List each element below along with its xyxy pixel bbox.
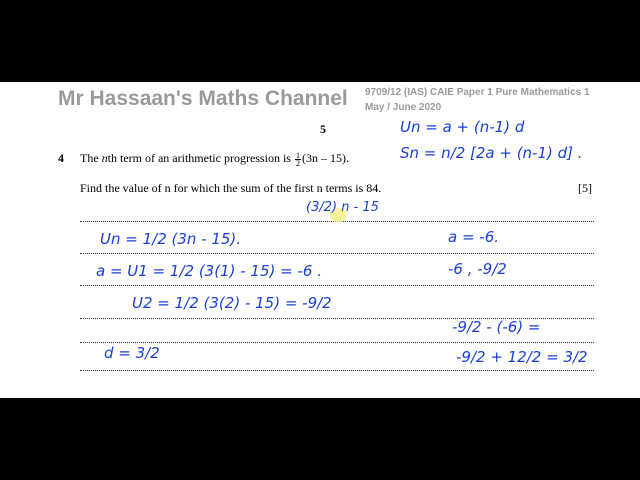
handwritten-a-calculation: a = U1 = 1/2 (3(1) - 15) = -6 . <box>96 262 322 280</box>
question-text <box>80 151 349 167</box>
worksheet-page <box>0 82 640 398</box>
question-text-start: The <box>80 151 99 165</box>
answer-line <box>80 285 594 286</box>
fraction-numerator: 1 <box>295 150 300 160</box>
question-italic-n: n <box>101 151 108 165</box>
question-number: 4 <box>58 151 64 165</box>
handwritten-difference-step2: -9/2 + 12/2 = 3/2 <box>456 348 588 366</box>
handwritten-partial-working: (3/2) n - 15 <box>306 200 379 215</box>
handwritten-sequence: -6 , -9/2 <box>448 260 507 278</box>
question-marks: [5] <box>578 181 592 195</box>
paper-reference-line1: 9709/12 (IAS) CAIE Paper 1 Pure Mathematics 1 <box>365 87 590 98</box>
handwritten-sn-formula: Sn = n/2 [2a + (n-1) d] . <box>400 144 583 162</box>
answer-line <box>80 342 594 343</box>
handwritten-un-expression: Un = 1/2 (3n - 15). <box>100 230 242 248</box>
handwritten-d-value: d = 3/2 <box>104 344 160 362</box>
paper-reference-line2: May / June 2020 <box>365 102 442 113</box>
handwritten-a-value: a = -6. <box>448 228 500 246</box>
question-text-end: (3n – 15). <box>301 151 349 165</box>
question-task: Find the value of n for which the sum of the first n terms is 84. <box>80 181 382 195</box>
answer-line <box>80 370 594 371</box>
question-text-middle: th term of an arithmetic progression is <box>107 151 291 165</box>
channel-title: Mr Hassaan's Maths Channel <box>58 87 348 110</box>
answer-line <box>80 253 594 254</box>
handwritten-u2-calculation: U2 = 1/2 (3(2) - 15) = -9/2 <box>132 294 332 312</box>
fraction-denominator: 2 <box>295 158 300 168</box>
handwritten-un-formula: Un = a + (n-1) d <box>400 118 525 136</box>
paper-reference <box>365 85 590 115</box>
half-fraction <box>295 152 301 167</box>
handwritten-difference-step1: -9/2 - (-6) = <box>452 318 541 336</box>
page-number: 5 <box>320 122 326 136</box>
